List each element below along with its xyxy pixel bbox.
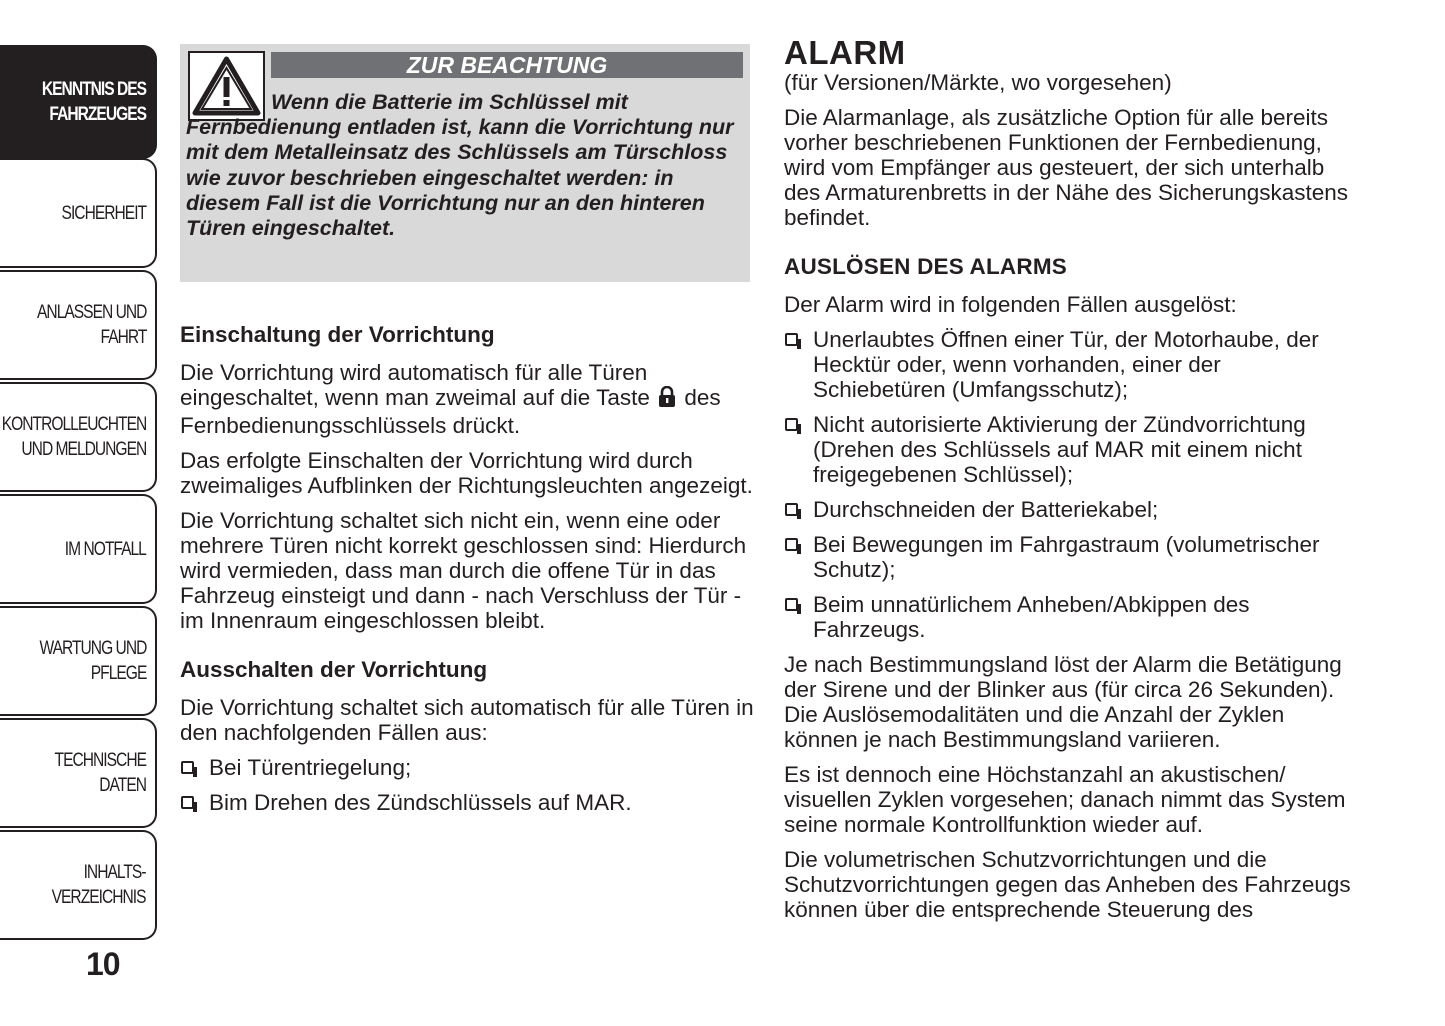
tab-im-notfall[interactable]: IM NOTFALL <box>0 494 157 604</box>
checkbox-bullet-icon <box>785 598 798 611</box>
page-number: 10 <box>86 946 120 982</box>
tab-kenntnis-des-fahrzeuges[interactable]: KENNTNIS DES FAHRZEUGES <box>0 45 157 159</box>
tab-sicherheit[interactable]: SICHERHEIT <box>0 158 157 268</box>
checkbox-bullet-icon <box>785 503 798 516</box>
country-paragraph: Je nach Bestimmungsland löst der Alarm die Betätigung der Sirene und der Blinker aus (für circa 26 Sekunden). Die Auslösemodalitäten und die Anzahl der Zyklen können je nach Bestimmungsland variieren. <box>784 652 1342 752</box>
trigger-list <box>784 327 1359 642</box>
list-item: Unerlaubtes Öffnen einer Tür, der Motorhaube, der Hecktür oder, wenn vorhanden, einer der Schiebetüren (Umfangsschutz); <box>784 327 1359 402</box>
checkbox-bullet-icon <box>181 796 194 809</box>
right-column <box>784 36 1359 922</box>
alarm-intro: Die Alarmanlage, als zusätzliche Option für alle bereits vorher beschriebenen Funktionen der Fernbedienung, wird vom Empfänger aus gesteuert, der sich unterhalb des Armaturenbretts in der Nähe des Sicherungskastens befindet. <box>784 105 1349 230</box>
trigger-intro: Der Alarm wird in folgenden Fällen ausgelöst: <box>784 292 1237 317</box>
checkbox-bullet-icon <box>785 418 798 431</box>
list-item: Nicht autorisierte Aktivierung der Zündvorrichtung (Drehen des Schlüssels auf MAR mit einem nicht freigegebenen Schlüssel); <box>784 412 1359 487</box>
alarm-subtitle: (für Versionen/Märkte, wo vorgesehen) <box>784 70 1172 95</box>
list-item: Bei Bewegungen im Fahrgastraum (volumetrischer Schutz); <box>784 532 1359 582</box>
deactivation-heading: Ausschalten der Vorrichtung <box>180 657 488 682</box>
checkbox-bullet-icon <box>785 538 798 551</box>
deactivation-paragraph: Die Vorrichtung schaltet sich automatisch für alle Türen in den nachfolgenden Fällen aus: <box>180 695 754 745</box>
volumetric-paragraph: Die volumetrischen Schutzvorrichtungen und die Schutzvorrichtungen gegen das Anheben des Fahrzeugs können über die entsprechende Steuerung des <box>784 847 1351 922</box>
checkbox-bullet-icon <box>181 761 194 774</box>
tab-wartung-und-pflege[interactable]: WARTUNG UND PFLEGE <box>0 606 157 716</box>
tab-inhaltsverzeichnis[interactable]: INHALTS- VERZEICHNIS <box>0 830 157 940</box>
tab-technische-daten[interactable]: TECHNISCHE DATEN <box>0 718 157 828</box>
list-item: Bei Türentriegelung; <box>180 755 755 780</box>
activation-paragraph-3: Die Vorrichtung schaltet sich nicht ein, wenn eine oder mehrere Türen nicht korrekt geschlossen sind: Hierdurch wird vermieden, dass man durch die offene Tür in das Fahrzeug einsteigt und dann - nach Verschluss der Tür - im Innenraum eingeschlossen bleibt. <box>180 508 747 633</box>
tab-anlassen-und-fahrt[interactable]: ANLASSEN UND FAHRT <box>0 270 157 380</box>
activation-paragraph-1: Die Vorrichtung wird automatisch für alle Türen eingeschaltet, wenn man zweimal auf die Taste des Fernbedienungsschlüssels drückt. <box>180 360 721 438</box>
deactivation-list <box>180 755 755 815</box>
trigger-heading: AUSLÖSEN DES ALARMS <box>784 254 1067 279</box>
left-column <box>180 320 755 825</box>
warning-box <box>180 44 750 282</box>
warning-text: Wenn die Batterie im Schlüssel mit Fernbedienung entladen ist, kann die Vorrichtung nur mit dem Metalleinsatz des Schlüssels am Türschloss wie zuvor beschrieben eingeschaltet werden: in diesem Fall ist die Vorrichtung nur an den hinteren Türen eingeschaltet. <box>186 90 734 241</box>
list-item: Bim Drehen des Zündschlüssels auf MAR. <box>180 790 755 815</box>
lock-icon <box>658 386 676 413</box>
warning-title: ZUR BEACHTUNG <box>271 52 743 78</box>
max-cycles-paragraph: Es ist dennoch eine Höchstanzahl an akustischen/ visuellen Zyklen vorgesehen; danach nimmt das System seine normale Kontrollfunktion wieder auf. <box>784 762 1346 837</box>
activation-heading: Einschaltung der Vorrichtung <box>180 322 495 347</box>
alarm-title: ALARM <box>784 34 906 71</box>
activation-paragraph-2: Das erfolgte Einschalten der Vorrichtung wird durch zweimaliges Aufblinken der Richtungsleuchten angezeigt. <box>180 448 753 498</box>
tab-kontrolleuchten[interactable]: KONTROLLEUCHTEN UND MELDUNGEN <box>0 382 157 492</box>
checkbox-bullet-icon <box>785 333 798 346</box>
list-item: Durchschneiden der Batteriekabel; <box>784 497 1359 522</box>
list-item: Beim unnatürlichem Anheben/Abkippen des Fahrzeugs. <box>784 592 1359 642</box>
